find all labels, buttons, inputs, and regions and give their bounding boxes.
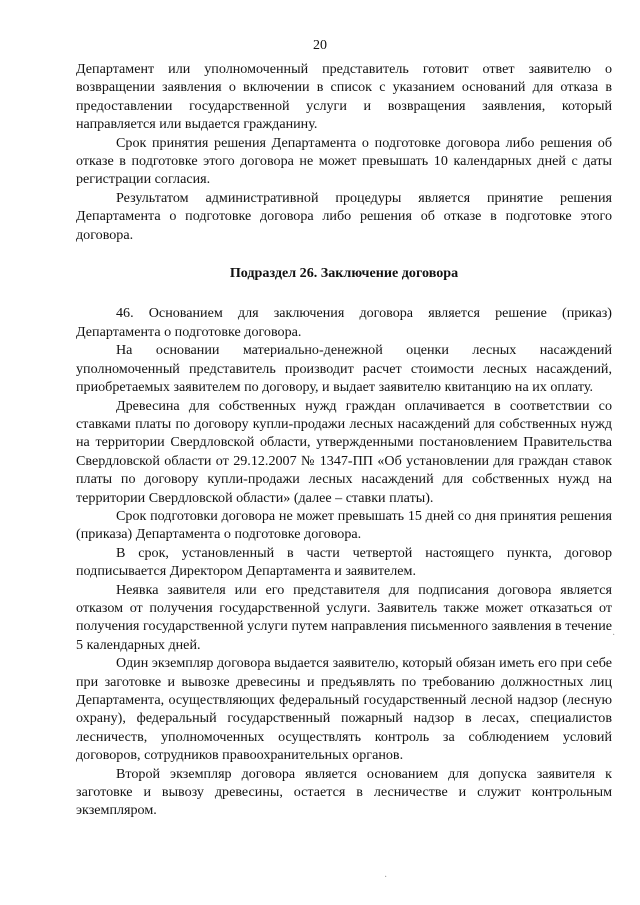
paragraph: Результатом административной процедуры является принятие решения Департамента о подготовке договора либо решения об отказе в подготовке этого договора. [76,189,612,243]
paragraph: Срок подготовки договора не может превышать 15 дней со дня принятия решения (приказа) Департамента о подготовке договора. [76,507,612,543]
document-body [76,60,612,820]
paragraph: Неявка заявителя или его представителя для подписания договора является отказом от получения государственной услуги. Заявитель также может отказаться от получения государственной услуги путем направления письменного заявления в течение 5 календарных дней. [76,581,612,653]
paragraph: Древесина для собственных нужд граждан оплачивается в соответствии со ставками платы по договору купли-продажи лесных насаждений для собственных нужд на территории Свердловской области, утвержденными постановлением Правительства Свердловской области от 29.12.2007 № 1347-ПП «Об установлении для граждан ставок платы по договору купли-продажи лесных насаждений для собственных нужд на территории Свердловской области» (далее – ставки платы). [76,397,612,506]
scan-speck: · [612,630,616,641]
paragraph: Срок принятия решения Департамента о подготовке договора либо решения об отказе в подготовке этого договора не может превышать 10 календарных дней с даты регистрации согласия. [76,134,612,188]
paragraph-item-46: 46. Основанием для заключения договора является решение (приказ) Департамента о подготовке договора. [76,305,612,340]
paragraph: Департамент или уполномоченный представитель готовит ответ заявителю о возвращении заявления о включении в список с указанием оснований для отказа в предоставлении государственной услуги и возвращения заявления, который направляется или выдается гражданину. [76,61,612,133]
paragraph: Один экземпляр договора выдается заявителю, который обязан иметь его при себе при заготовке и вывозке древесины и предъявлять по требованию должностных лиц Департамента, осуществляющих федеральный государственный лесной надзор (лесную охрану), федеральный государственный пожарный надзор в лесах, специалистов лесничеств, уполномоченных осуществлять контроль за соблюдением условий договоров, сотрудников правоохранительных органов. [76,655,612,764]
paragraph: Второй экземпляр договора является основанием для допуска заявителя к заготовке и вывозу древесины, остается в лесничестве и служит контрольным экземпляром. [76,765,612,819]
paragraph: На основании материально-денежной оценки лесных насаждений уполномоченный представитель производит расчет стоимости лесных насаждений, приобретаемых заявителем по договору, и выдает заявителю квитанцию на их оплату. [76,342,612,396]
section-heading: Подраздел 26. Заключение договора [229,265,459,282]
scan-speck: · [384,872,388,883]
paragraph: В срок, установленный в части четвертой настоящего пункта, договор подписывается Директором Департамента и заявителем. [76,544,612,580]
page-number: 20 [313,38,327,53]
